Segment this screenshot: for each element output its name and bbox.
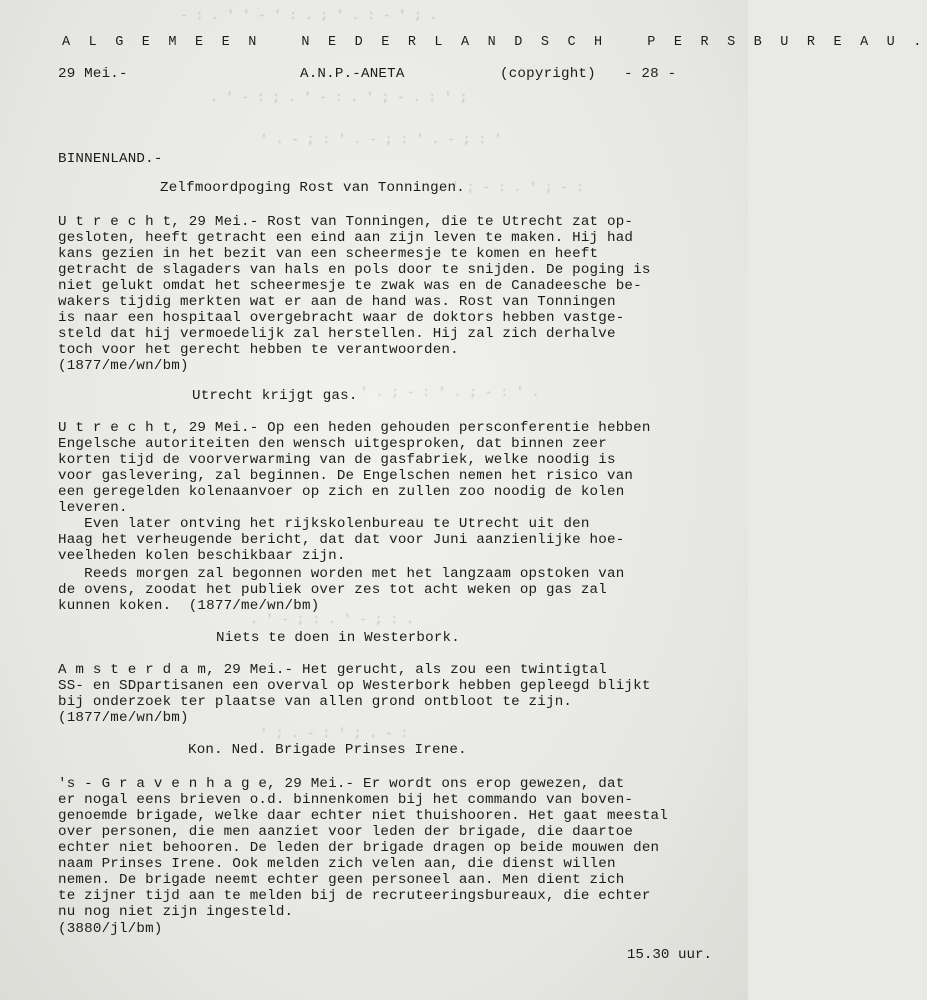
body-line: de ovens, zoodat het publiek over zes tot acht weken op gas zal xyxy=(58,582,607,598)
body-line: toch voor het gerecht hebben te verantwoorden. xyxy=(58,342,459,358)
body-line: er nogal eens brieven o.d. binnenkomen bij het commando van boven- xyxy=(58,792,634,808)
article-headline: Zelfmoordpoging Rost van Tonningen. xyxy=(160,180,465,196)
body-line: is naar een hospitaal overgebracht waar de doktors hebben vastge- xyxy=(58,310,625,326)
bleed-through-text: ' . - ; : ' . - ; : ' . - ; : ' xyxy=(260,132,502,147)
body-line: kunnen koken. (1877/me/wn/bm) xyxy=(58,598,320,614)
body-line: naam Prinses Irene. Ook melden zich velen aan, die dienst willen xyxy=(58,856,616,872)
page-number: - 28 - xyxy=(624,66,677,82)
article-headline: Kon. Ned. Brigade Prinses Irene. xyxy=(188,742,467,758)
body-line: Haag het verheugende bericht, dat dat voor Juni aanzienlijke hoe- xyxy=(58,532,625,548)
body-line: SS- en SDpartisanen een overval op Westerbork hebben gepleegd blijkt xyxy=(58,678,651,694)
article-headline: Utrecht krijgt gas. xyxy=(192,388,358,404)
bleed-through-text: . ' - : ; . ' - : . ' ; - . : ' ; xyxy=(210,90,468,105)
body-line: echter niet behooren. De leden der brigade dragen op beide mouwen den xyxy=(58,840,660,856)
bleed-through-text: ' . ; - : ' . ; - : ' . xyxy=(360,385,540,400)
dispatch-date: 29 Mei.- xyxy=(58,66,128,82)
bleed-through-text: - : . ' ' - ' : . ; ' . : - ' ; . xyxy=(180,8,438,23)
reference-code: (1877/me/wn/bm) xyxy=(58,358,189,374)
body-line: U t r e c h t, 29 Mei.- Rost van Tonningen, die te Utrecht zat op- xyxy=(58,214,634,230)
body-line: A m s t e r d a m, 29 Mei.- Het gerucht, als zou een twintigtal xyxy=(58,662,607,678)
body-line: bij onderzoek ter plaatse van allen grond ontbloot te zijn. xyxy=(58,694,573,710)
bleed-through-text: ' ; . - : ' ; . - : xyxy=(260,726,409,741)
body-line: leveren. xyxy=(58,500,128,516)
body-line: nemen. De brigade neemt echter geen personeel aan. Men dient zich xyxy=(58,872,625,888)
body-line: kans gezien in het bezit van een scheermesje te komen en heeft xyxy=(58,246,599,262)
body-line: wakers tijdig merkten wat er aan de hand was. Rost van Tonningen xyxy=(58,294,616,310)
body-line: U t r e c h t, 29 Mei.- Op een heden gehouden persconferentie hebben xyxy=(58,420,651,436)
body-line: over personen, die men aanziet voor leden der brigade, die daartoe xyxy=(58,824,634,840)
body-line: gesloten, heeft getracht een eind aan zijn leven te maken. Hij had xyxy=(58,230,634,246)
body-line: Even later ontving het rijkskolenbureau te Utrecht uit den xyxy=(58,516,590,532)
body-line: een geregelden kolenaanvoer op zich en zullen zoo noodig de kolen xyxy=(58,484,625,500)
section-heading: BINNENLAND.- xyxy=(58,151,163,167)
body-line: voor gaslevering, zal beginnen. De Engelschen nemen het risico van xyxy=(58,468,634,484)
time-signoff: 15.30 uur. xyxy=(626,947,712,963)
body-line: veelheden kolen beschikbaar zijn. xyxy=(58,548,346,564)
body-line: te zijner tijd aan te melden bij de recruteeringsbureaux, die echter xyxy=(58,888,651,904)
bleed-through-text: : . ' ; - : . ' ; - : xyxy=(420,180,584,195)
reference-code: (3880/jl/bm) xyxy=(58,921,163,937)
body-line: getracht de slagaders van hals en pols door te snijden. De poging is xyxy=(58,262,651,278)
reference-code: (1877/me/wn/bm) xyxy=(58,710,189,726)
body-line: Reeds morgen zal begonnen worden met het langzaam opstoken van xyxy=(58,566,625,582)
body-line: 's - G r a v e n h a g e, 29 Mei.- Er wordt ons erop gewezen, dat xyxy=(58,776,625,792)
body-line: niet gelukt omdat het scheermesje te zwak was en de Canadeesche be- xyxy=(58,278,642,294)
agency-name: A L G E M E E N N E D E R L A N D S C H P E R S B U R E A U . xyxy=(62,35,927,50)
body-line: nu nog niet zijn ingesteld. xyxy=(58,904,294,920)
body-line: Engelsche autoriteiten den wensch uitgesproken, dat binnen zeer xyxy=(58,436,607,452)
bleed-through-text: . ' - ; : . ' - ; : . xyxy=(250,612,414,627)
body-line: steld dat hij vermoedelijk zal herstellen. Hij zal zich derhalve xyxy=(58,326,616,342)
copyright-note: (copyright) xyxy=(500,66,596,82)
service-name: A.N.P.-ANETA xyxy=(300,66,405,82)
body-line: korten tijd de voorverwarming van de gasfabriek, welke noodig is xyxy=(58,452,616,468)
article-headline: Niets te doen in Westerbork. xyxy=(216,630,460,646)
body-line: genoemde brigade, welke daar echter niet thuishooren. Het gaat meestal xyxy=(58,808,668,824)
